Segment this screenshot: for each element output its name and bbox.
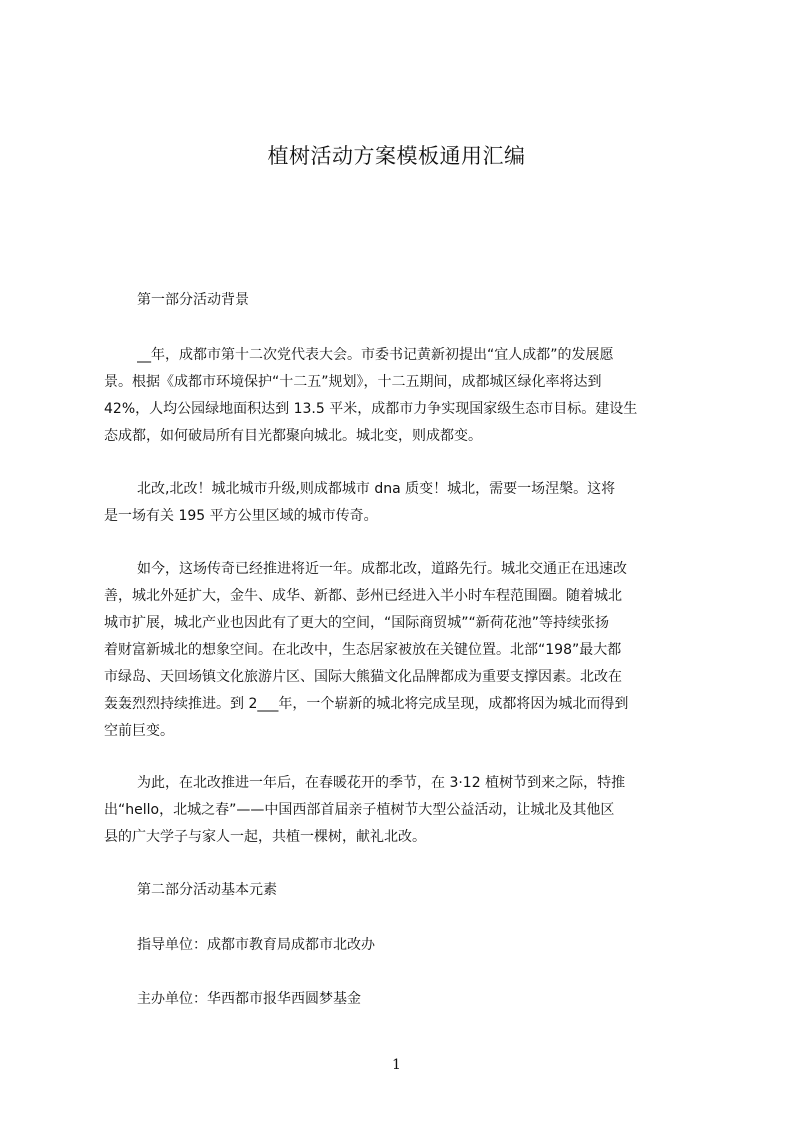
paragraph-line: 42%，人均公园绿地面积达到 13.5 平米，成都市力争实现国家级生态市目标。建设生 — [104, 401, 638, 417]
guide-unit-line: 指导单位：成都市教育局成都市北改办 — [137, 937, 375, 953]
paragraph-line: 城市扩展，城北产业也因此有了更大的空间，“国际商贸城”“新荷花池”等持续张扬 — [104, 615, 610, 631]
section-heading-background: 第一部分活动背景 — [137, 292, 249, 308]
paragraph-line: 北改,北改！城北城市升级,则成都城市 dna 质变！城北，需要一场涅槃。这将 — [137, 481, 616, 497]
paragraph-line: 如今，这场传奇已经推进将近一年。成都北改，道路先行。城北交通正在迅速改 — [137, 561, 627, 577]
paragraph-line: 善，城北外延扩大，金牛、成华、新都、彭州已经进入半小时车程范围圈。随着城北 — [104, 588, 622, 604]
paragraph-line: 空前巨变。 — [104, 723, 174, 739]
paragraph-line: 着财富新城北的想象空间。在北改中，生态居家被放在关键位置。北部“198”最大都 — [104, 642, 622, 658]
section-heading-elements: 第二部分活动基本元素 — [137, 882, 277, 898]
paragraph-line: 轰轰烈烈持续推进。到 2___年，一个崭新的城北将完成呈现，成都将因为城北而得到 — [104, 696, 629, 712]
document-title: 植树活动方案模板通用汇编 — [267, 144, 526, 168]
paragraph-line: 态成都，如何破局所有目光都聚向城北。城北变，则成都变。 — [104, 428, 482, 444]
paragraph-line: __年，成都市第十二次党代表大会。市委书记黄新初提出“宜人成都”的发展愿 — [137, 347, 614, 363]
paragraph-line: 为此，在北改推进一年后，在春暖花开的季节，在 3·12 植树节到来之际，特推 — [137, 775, 626, 791]
page-number: 1 — [392, 1057, 401, 1073]
paragraph-line: 县的广大学子与家人一起，共植一棵树，献礼北改。 — [104, 829, 426, 845]
paragraph-line: 市绿岛、天回场镇文化旅游片区、国际大熊猫文化品牌都成为重要支撑因素。北改在 — [104, 669, 622, 685]
paragraph-line: 是一场有关 195 平方公里区域的城市传奇。 — [104, 508, 378, 524]
host-unit-line: 主办单位：华西都市报华西圆梦基金 — [137, 991, 361, 1007]
paragraph-line: 景。根据《成都市环境保护“十二五”规划》，十二五期间，成都城区绿化率将达到 — [104, 374, 602, 390]
paragraph-line: 出“hello，北城之春”——中国西部首届亲子植树节大型公益活动，让城北及其他区 — [104, 802, 615, 818]
